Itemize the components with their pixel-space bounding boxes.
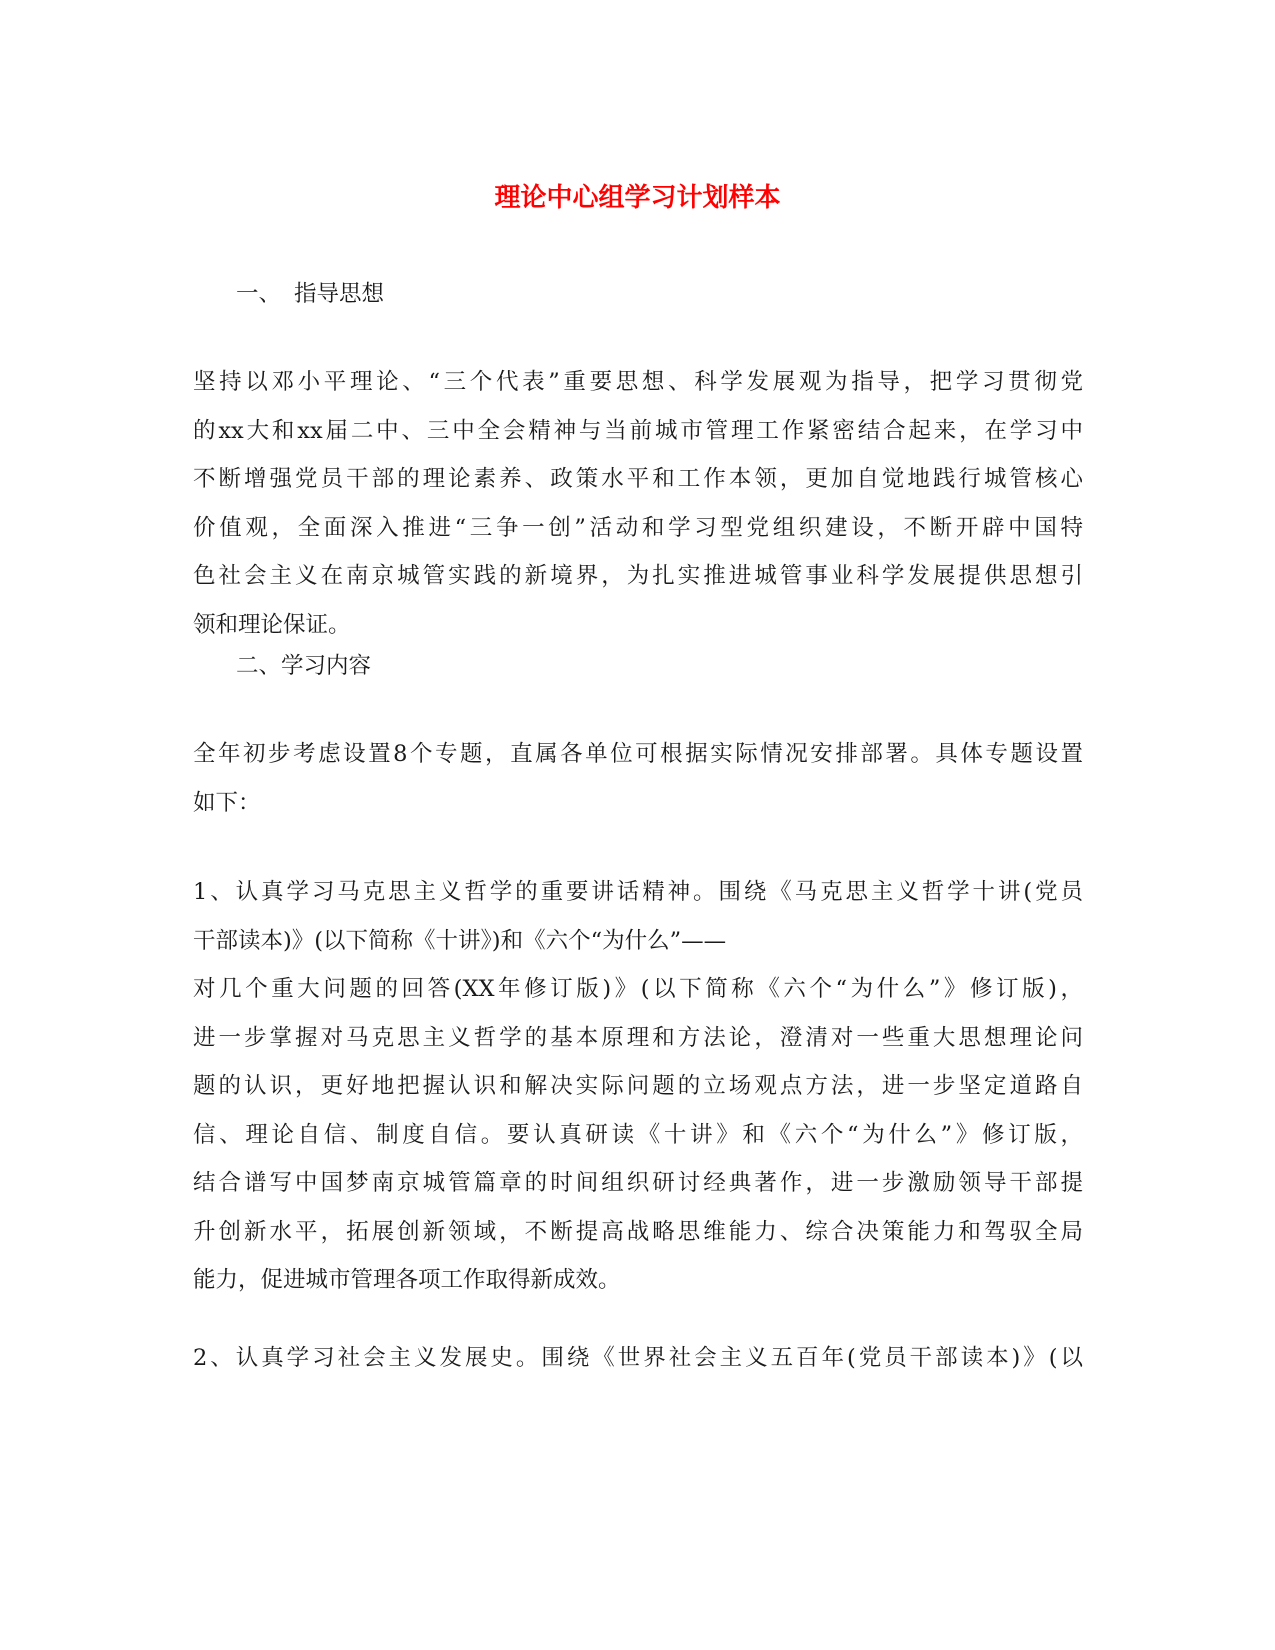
paragraph-line: 不断增强党员干部的理论素养、政策水平和工作本领，更加自觉地践行城管核心 (193, 466, 1083, 492)
paragraph-line: 价值观，全面深入推进“三争一创”活动和学习型党组织建设，不断开辟中国特 (193, 514, 1083, 541)
paragraph-line: 能力，促进城市管理各项工作取得新成效。 (193, 1267, 621, 1293)
paragraph-guiding-thought (193, 358, 1083, 649)
paragraph-line: 题的认识，更好地把握认识和解决实际问题的立场观点方法，进一步坚定道路自 (193, 1073, 1083, 1099)
paragraph-line: 1、认真学习马克思主义哲学的重要讲话精神。围绕《马克思主义哲学十讲(党员 (193, 879, 1083, 905)
paragraph-topics-intro (193, 730, 1083, 827)
document-title: 理论中心组学习计划样本 (494, 183, 781, 213)
paragraph-line: 信、理论自信、制度自信。要认真研读《十讲》和《六个“为什么”》修订版， (193, 1121, 1083, 1148)
section-2-heading: 二、学习内容 (236, 653, 372, 679)
section-1-number: 一、 (236, 281, 282, 307)
paragraph-line: 如下： (193, 789, 261, 816)
topic-item-2 (193, 1334, 1083, 1383)
paragraph-line: 领和理论保证。 (193, 611, 351, 638)
section-1-heading (236, 276, 384, 312)
paragraph-line: 干部读本)》(以下简称《十讲》)和《六个“为什么”—— (193, 927, 727, 954)
paragraph-line: 的xx大和xx届二中、三中全会精神与当前城市管理工作紧密结合起来，在学习中 (193, 417, 1083, 444)
paragraph-line: 结合谱写中国梦南京城管篇章的时间组织研讨经典著作，进一步激励领导干部提 (193, 1170, 1083, 1196)
topic-item-1 (193, 868, 1083, 1305)
paragraph-line: 全年初步考虑设置8个专题，直属各单位可根据实际情况安排部署。具体专题设置 (193, 741, 1083, 767)
paragraph-line: 坚持以邓小平理论、“三个代表”重要思想、科学发展观为指导，把学习贯彻党 (193, 369, 1083, 395)
paragraph-line: 色社会主义在南京城管实践的新境界，为扎实推进城管事业科学发展提供思想引 (193, 563, 1083, 589)
paragraph-line: 2、认真学习社会主义发展史。围绕《世界社会主义五百年(党员干部读本)》(以 (193, 1345, 1083, 1371)
paragraph-line: 进一步掌握对马克思主义哲学的基本原理和方法论，澄清对一些重大思想理论问 (193, 1024, 1083, 1051)
section-1-title: 指导思想 (294, 281, 385, 307)
paragraph-line: 升创新水平，拓展创新领域，不断提高战略思维能力、综合决策能力和驾驭全局 (193, 1218, 1083, 1245)
paragraph-line: 对几个重大问题的回答(XX年修订版)》(以下简称《六个“为什么”》修订版)， (193, 976, 1083, 1002)
